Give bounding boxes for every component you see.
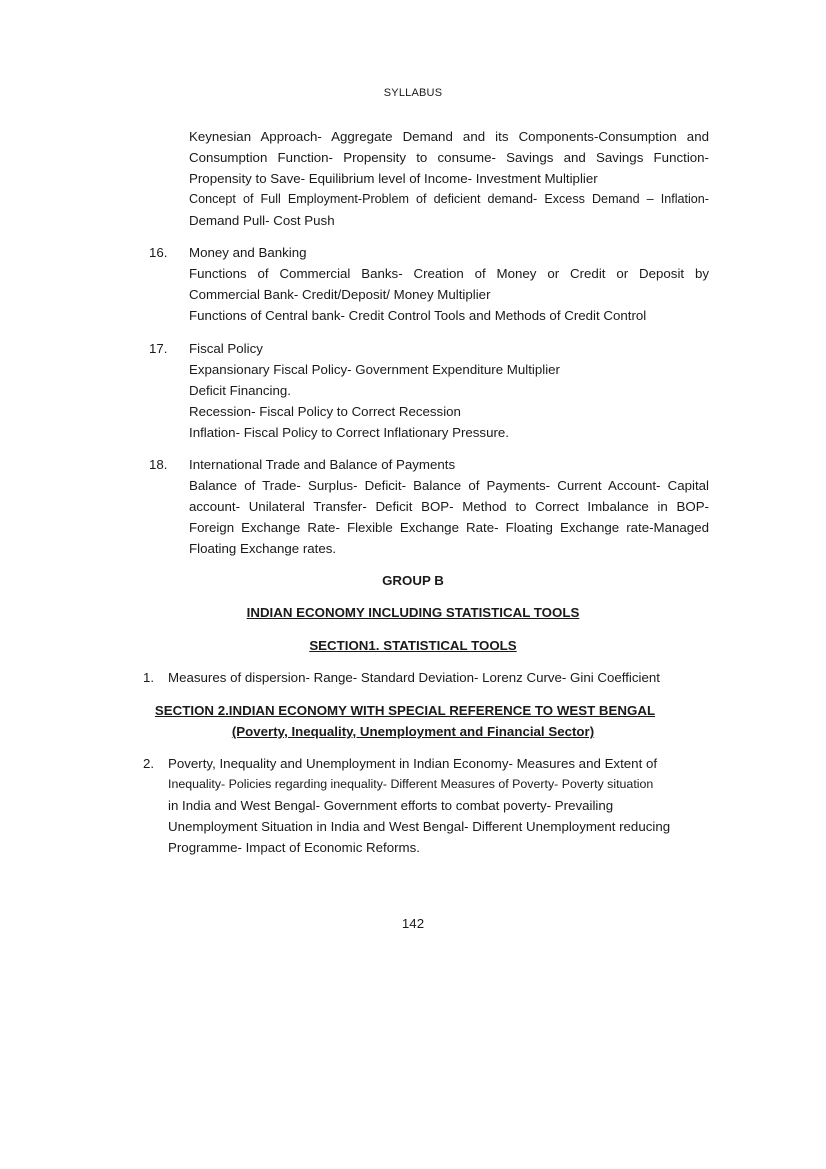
- item-international-trade: [189, 454, 709, 559]
- item-number: 18.: [149, 457, 168, 472]
- section2-subheading: [0, 721, 826, 742]
- section2-heading-text: SECTION 2.INDIAN ECONOMY WITH SPECIAL REFERENCE TO WEST BENGAL: [154, 703, 656, 718]
- item-poverty-inequality: [168, 753, 709, 858]
- item-fiscal-policy: [189, 338, 709, 443]
- item-line: Functions of Central bank- Credit Control Tools and Methods of Credit Control: [189, 308, 647, 323]
- item-line: Programme- Impact of Economic Reforms.: [168, 840, 420, 855]
- section1-heading-text: SECTION1. STATISTICAL TOOLS: [309, 638, 517, 653]
- item-measures-dispersion: Measures of dispersion- Range- Standard Deviation- Lorenz Curve- Gini Coefficient: [168, 670, 660, 685]
- page-header: SYLLABUS: [383, 87, 443, 99]
- item-line: Balance of Trade- Surplus- Deficit- Balance of Payments- Current Account- Capital: [189, 478, 709, 493]
- item-line: Foreign Exchange Rate- Flexible Exchange Rate- Floating Exchange rate-Managed: [189, 520, 709, 535]
- section2-subheading-text: (Poverty, Inequality, Unemployment and Financial Sector): [231, 724, 595, 739]
- item-line: in India and West Bengal- Government efforts to combat poverty- Prevailing: [168, 798, 614, 813]
- intro-line: Consumption Function- Propensity to consume- Savings and Savings Function-: [189, 150, 709, 165]
- intro-line: Propensity to Save- Equilibrium level of Income- Investment Multiplier: [189, 171, 598, 186]
- item-line: Floating Exchange rates.: [189, 541, 337, 556]
- section2-heading: [0, 700, 818, 721]
- item-number: 17.: [149, 341, 168, 356]
- group-heading: GROUP B: [382, 573, 444, 588]
- economy-heading: [0, 602, 826, 623]
- intro-paragraph: [189, 126, 709, 231]
- item-title: International Trade and Balance of Payments: [189, 457, 456, 472]
- intro-line: Demand Pull- Cost Push: [189, 213, 335, 228]
- item-money-banking: [189, 242, 709, 326]
- page-number: 142: [401, 916, 425, 931]
- item-number: 16.: [149, 245, 168, 260]
- item-line: Deficit Financing.: [189, 383, 291, 398]
- item-line: Functions of Commercial Banks- Creation of Money or Credit or Deposit by: [189, 266, 709, 281]
- intro-line: Concept of Full Employment-Problem of deficient demand- Excess Demand – Inflation-: [189, 192, 709, 206]
- section1-heading: [0, 635, 826, 656]
- item-line: Inequality- Policies regarding inequality- Different Measures of Poverty- Poverty situation: [168, 777, 654, 791]
- intro-line: Keynesian Approach- Aggregate Demand and its Components-Consumption and: [189, 129, 709, 144]
- item-number: 1.: [143, 670, 155, 685]
- economy-heading-text: INDIAN ECONOMY INCLUDING STATISTICAL TOOLS: [246, 605, 580, 620]
- item-number: 2.: [143, 756, 155, 771]
- item-line: Inflation- Fiscal Policy to Correct Inflationary Pressure.: [189, 425, 509, 440]
- item-line: Commercial Bank- Credit/Deposit/ Money Multiplier: [189, 287, 491, 302]
- item-title: Fiscal Policy: [189, 341, 263, 356]
- item-line: Poverty, Inequality and Unemployment in Indian Economy- Measures and Extent of: [168, 756, 658, 771]
- item-line: account- Unilateral Transfer- Deficit BOP- Method to Correct Imbalance in BOP-: [189, 499, 709, 514]
- item-title: Money and Banking: [189, 245, 307, 260]
- item-line: Unemployment Situation in India and West Bengal- Different Unemployment reducing: [168, 819, 671, 834]
- item-line: Expansionary Fiscal Policy- Government Expenditure Multiplier: [189, 362, 560, 377]
- item-line: Recession- Fiscal Policy to Correct Recession: [189, 404, 461, 419]
